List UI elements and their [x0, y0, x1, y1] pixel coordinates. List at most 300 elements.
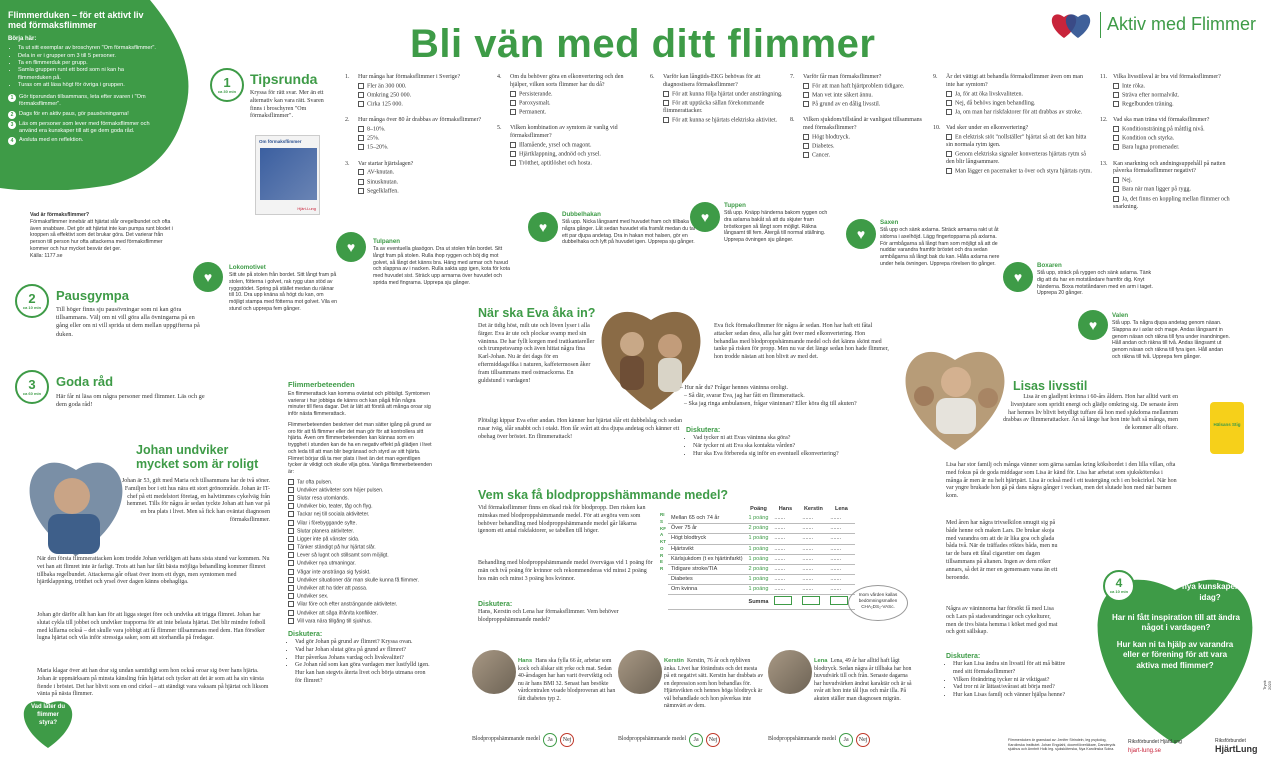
quiz-checkbox[interactable] — [358, 83, 364, 89]
behaviour-item[interactable] — [288, 528, 433, 536]
quiz-option[interactable] — [1113, 135, 1209, 143]
quiz-option[interactable] — [510, 91, 637, 99]
risk-input-cell[interactable]: ....... — [771, 554, 799, 564]
footer-credits: Flimmerduken är granskad av: Jenifer Strindeln, leg psykolog, Karolinska Institutet. Johan Engdahl, docent/överläkare, Danderyds sjukhus och Annbrit Holk leg. sjuksköterska, Nya Karolinska Solna. — [1008, 738, 1116, 752]
johan-p4: Maria klagar över att han drar sig undan samtidigt som hon också oroar sig över hans hjärta. Johan är uppmärksam på minsta känsling från hjärtat och tycker att det är som att ha sin värsta fiende i bröstet. Det har blivit som en ond cirkel – att ständigt vara vaksam på hjärtat och liksom vänta på nästa flimmer. — [37, 668, 269, 698]
quiz-checkbox[interactable] — [803, 134, 809, 140]
risk-points: 1 poäng — [746, 514, 772, 524]
quiz-number: 5. — [497, 125, 502, 132]
print-code: Tryck 2023 — [1262, 680, 1273, 690]
behaviour-checkbox[interactable] — [288, 601, 294, 607]
quiz-checkbox[interactable] — [1113, 101, 1119, 107]
risk-factor: Över 75 år — [668, 524, 746, 534]
quiz-text: Vad sker under en elkonvertering? — [946, 125, 1029, 132]
risk-input-cell[interactable]: ....... — [771, 524, 799, 534]
exercise — [229, 264, 339, 313]
risk-row — [668, 554, 855, 564]
quiz-option[interactable] — [803, 134, 930, 142]
quiz-number: 6. — [650, 74, 655, 80]
person-photo — [768, 650, 812, 694]
quiz-checkbox[interactable] — [1113, 186, 1119, 192]
risk-input-cell[interactable]: ....... — [827, 534, 855, 544]
quiz-checkbox[interactable] — [946, 109, 952, 115]
risk-col-header: Poäng — [750, 506, 767, 512]
person-name: Kerstin — [664, 658, 684, 664]
quiz-number: 2. — [345, 117, 350, 124]
behaviour-item[interactable] — [288, 503, 433, 511]
risk-row — [668, 585, 855, 595]
exercise-name: Saxen — [880, 219, 899, 226]
risk-input-cell[interactable]: ....... — [799, 564, 827, 574]
discussion-item: • Hur kan Lisas familj och vänner hjälpa henne? — [953, 692, 1076, 700]
choice-no[interactable]: Nej — [856, 733, 870, 747]
risk-input-cell[interactable]: ....... — [771, 574, 799, 584]
risk-row — [668, 544, 855, 554]
quiz-checkbox[interactable] — [358, 135, 364, 141]
behaviours-p1: En flimmerattack kan komma oväntat och plötsligt. Symtomen varierar i hur jobbiga de känns och kan pågå från några minuter till flera dagar. Det är lätt att förstå att många oroar sig inför nästa flimmerattack. — [288, 390, 431, 417]
exercise-text: Stå upp, sträck på ryggen och sänk axlarna. Tänk dig att du har en motståndare framför dig. Knyt händerna. Boxa motståndaren med en arm i taget. Upprepa 20 gånger. — [1037, 270, 1153, 297]
intro-start-item: • Ta ut sitt exemplar av broschyren "Om förmaksflimmer". — [18, 45, 158, 52]
intro-start-item: • Dela in er i grupper om 3 till 5 personer. — [18, 53, 158, 60]
quiz-column — [933, 74, 1093, 184]
quiz-option[interactable] — [510, 151, 637, 159]
quiz-option[interactable] — [1113, 101, 1221, 109]
quiz-option[interactable] — [1113, 177, 1240, 185]
discussion-item: • Vad tror ni är lättast/svårast att börja med? — [953, 684, 1076, 692]
behaviour-checkbox[interactable] — [288, 511, 294, 517]
quiz-checkbox[interactable] — [803, 143, 809, 149]
behaviour-checkbox[interactable] — [288, 528, 294, 534]
step-text: Läs om personer som lever med förmaksflimmer och använd era kunskaper till att ge dem goda råd. — [19, 120, 150, 134]
choice-label: Blodproppshämmande medel — [472, 736, 541, 743]
section2-number: 2 ca 10 min — [15, 284, 49, 318]
behaviour-checkbox[interactable] — [288, 610, 294, 616]
behaviour-text: Undviker nya utmaningar. — [297, 560, 356, 567]
exercise-text: Ta av eventuella glasögon. Dra ut stolen från bordet. Sitt långt fram på stolen. Rulla ihop ryggen och böj dig mot golvet, så långt det känns bra. Häng med armar och huvud och slappna av i nacken. Rulla sakta upp igen, kota för kota med huvudet sist. Sträck upp armarna över huvudet och sprida med fingrarna. Upprepa sju gånger. — [373, 246, 510, 286]
quiz-checkbox[interactable] — [803, 101, 809, 107]
lisa-p4: Några av väninnorna har försökt få med Lisa och Lars på stadsvandringar och cykelturer, men de tivs bästa hemma i köket med god mat och gott sällskap. — [946, 606, 1058, 636]
risk-input-cell[interactable]: ....... — [799, 534, 827, 544]
quiz-checkbox[interactable] — [663, 117, 669, 123]
behaviour-item[interactable] — [288, 560, 433, 568]
quiz-option-text: 15–20%. — [367, 144, 389, 151]
person-name: Lena — [814, 658, 828, 664]
quiz-option[interactable] — [803, 101, 904, 109]
quiz-option[interactable] — [1113, 92, 1221, 100]
risk-input-cell[interactable]: ....... — [827, 564, 855, 574]
quiz-column — [790, 74, 930, 168]
risk-input-cell[interactable]: ....... — [827, 585, 855, 595]
discussion-item: • Vilken förändring tycker ni är viktigast? — [953, 677, 1076, 685]
risk-input-cell[interactable]: ....... — [799, 574, 827, 584]
quiz-body — [358, 74, 460, 109]
quiz-option[interactable] — [358, 92, 460, 100]
behaviour-checkbox[interactable] — [288, 552, 294, 558]
hearts-logo-icon — [1050, 10, 1094, 40]
behaviour-checkbox[interactable] — [288, 585, 294, 591]
quiz-option[interactable] — [663, 91, 790, 99]
choice-yes[interactable]: Ja — [839, 733, 853, 747]
choice-no[interactable]: Nej — [706, 733, 720, 747]
risk-input-cell[interactable]: ....... — [771, 514, 799, 524]
eva-title: När ska Eva åka in? — [478, 306, 596, 320]
quiz-checkbox[interactable] — [358, 101, 364, 107]
choice-yes[interactable]: Ja — [689, 733, 703, 747]
health-path-badge: Hälsans Stig — [1210, 402, 1244, 454]
quiz-checkbox[interactable] — [358, 179, 364, 185]
brochure-cover — [255, 135, 320, 215]
person-photo — [618, 650, 662, 694]
quiz-option-text: Man lägger en pacemaker ta över och styra hjärtats rytm. — [955, 168, 1092, 175]
behaviour-item[interactable] — [288, 593, 433, 601]
risk-input-cell[interactable]: ....... — [771, 534, 799, 544]
quiz-option[interactable] — [1113, 83, 1221, 91]
step-text: Avsluta med en reflektion. — [19, 137, 84, 144]
quiz-number: 13. — [1100, 160, 1108, 167]
behaviour-item[interactable] — [288, 487, 433, 495]
quiz-checkbox[interactable] — [1113, 83, 1119, 89]
quiz-checkbox[interactable] — [1113, 92, 1119, 98]
quiz-option[interactable] — [803, 83, 904, 91]
risk-points: 2 poäng — [746, 524, 772, 534]
quiz-checkbox[interactable] — [510, 100, 516, 106]
quiz-option[interactable] — [803, 152, 930, 160]
behaviour-checkbox[interactable] — [288, 536, 294, 542]
quiz-column — [1100, 74, 1240, 220]
risk-factor: Högt blodtryck — [668, 534, 746, 544]
behaviour-item[interactable] — [288, 601, 433, 609]
choice-yes[interactable]: Ja — [543, 733, 557, 747]
person-photo — [472, 650, 516, 694]
quiz-option-text: Segelklaffen. — [367, 188, 399, 195]
quiz-option[interactable] — [358, 83, 460, 91]
boxer-icon: ♥ — [1003, 262, 1033, 292]
exercise-name: Lokomotivet — [229, 264, 266, 271]
quiz-question — [345, 161, 485, 196]
risk-input-cell[interactable]: ....... — [827, 554, 855, 564]
behaviour-item[interactable] — [288, 552, 433, 560]
step-number: 1 — [8, 94, 16, 102]
person-name: Hans — [518, 658, 533, 664]
quiz-text: Vilken kombination av symtom är vanlig vid förmaksflimmer? — [510, 125, 618, 139]
risk-input-cell[interactable]: ....... — [827, 574, 855, 584]
risk-points: 1 poäng — [746, 534, 772, 544]
quiz-body — [358, 117, 481, 152]
blood-p2: Behandling med blodproppshämmande medel övervägas vid 1 poäng för män och två poäng för kvinnor och rekommenderas vid minst 2 poäng hos män och minst 3 poäng hos kvinnor. — [478, 560, 653, 582]
quiz-question — [497, 125, 637, 168]
behaviour-text: Undviker aktiviteter som höjer pulsen. — [297, 487, 384, 494]
quiz-checkbox[interactable] — [946, 168, 952, 174]
quiz-checkbox[interactable] — [1113, 144, 1119, 150]
quiz-question — [1100, 117, 1240, 152]
quiz-number: 11. — [1100, 74, 1108, 80]
discussion-item: • Vad tycker ni att Evas väninna ska göra? — [693, 435, 886, 443]
quiz-option-text: För att man haft hjärtproblem tidigare. — [812, 83, 905, 90]
risk-input-cell[interactable]: ....... — [827, 544, 855, 554]
quiz-option-text: Man vet inte säkert ännu. — [812, 92, 873, 99]
risk-input-cell[interactable]: ....... — [799, 524, 827, 534]
quiz-option[interactable] — [946, 168, 1093, 176]
step-number: 2 — [8, 111, 16, 119]
quiz-checkbox[interactable] — [358, 126, 364, 132]
quiz-checkbox[interactable] — [510, 160, 516, 166]
quiz-checkbox[interactable] — [946, 100, 952, 106]
blood-discussion: Diskutera: Hans, Kerstin och Lena har förmaksflimmer. Vem behöver blodproppshämmande medel? — [478, 601, 619, 623]
quiz-checkbox[interactable] — [358, 188, 364, 194]
behaviour-checkbox[interactable] — [288, 503, 294, 509]
quiz-checkbox[interactable] — [803, 83, 809, 89]
quiz-checkbox[interactable] — [946, 91, 952, 97]
quiz-checkbox[interactable] — [946, 151, 952, 157]
quiz-option-text: Högt blodtryck. — [812, 134, 850, 141]
johan-p1: Johan är 53, gift med Maria och tillsammans har de två söner. Familjen bor i ett hus nära ett stort grönområde. Johan är IT-chef på ett medelstort företag, en halvtimmes cykelväg från hemmet. Tills för några år sedan tyckte Johan att han var på en bra plats i livet. Men så fick han oväntat diagnosen förmaksflimmer. — [121, 478, 270, 523]
quiz-option[interactable] — [510, 142, 637, 150]
quiz-option-text: Persisterande. — [519, 90, 553, 97]
risk-row — [668, 524, 855, 534]
risk-col-header: Hans — [778, 506, 793, 512]
behaviour-text: Slutar resa utomlands. — [297, 495, 349, 502]
behaviour-text: Ligger inte på vänster sida. — [297, 536, 360, 543]
quiz-option-text: Ja, det finns en koppling mellan flimmer och snarkning. — [1113, 195, 1230, 210]
quiz-option[interactable] — [946, 134, 1093, 150]
quiz-option[interactable] — [358, 135, 481, 143]
behaviour-checkbox[interactable] — [288, 544, 294, 550]
risk-input-cell[interactable]: ....... — [771, 564, 799, 574]
quiz-option[interactable] — [946, 109, 1093, 117]
risk-input-cell[interactable]: ....... — [799, 544, 827, 554]
quiz-option-text: För att upptäcka sällan förekommande flimmerattacker. — [663, 100, 765, 114]
behaviour-item[interactable] — [288, 520, 433, 528]
behaviour-item[interactable] — [288, 577, 433, 585]
behaviour-checkbox[interactable] — [288, 520, 294, 526]
quiz-number: 7. — [790, 74, 795, 80]
quiz-option[interactable] — [358, 101, 460, 109]
quiz-option-text: Omkring 250 000. — [367, 92, 412, 99]
exercise — [880, 219, 1000, 268]
behaviour-item[interactable] — [288, 585, 433, 593]
quiz-checkbox[interactable] — [1113, 135, 1119, 141]
rooster-icon: ♥ — [690, 202, 720, 232]
quiz-option[interactable] — [358, 179, 413, 187]
exercise-text: Sitt ute på stolen från bordet. Sitt långt fram på stolen, fötterna i golvet, rak rygg utan stöd av ryggstödet. Spring på stället medan du räknar till 10. Dra upp knäna så högt du kan, om möjligt stampa med fötterna mot golvet. Vila en stund och upprepa fem gånger. — [229, 272, 338, 312]
behaviour-item[interactable] — [288, 495, 433, 503]
brand-name: Aktiv med Flimmer — [1107, 14, 1257, 35]
quiz-checkbox[interactable] — [510, 151, 516, 157]
quiz-text: Vilka livsstilsval är bra vid förmaksflimmer? — [1113, 74, 1221, 80]
risk-points: 2 poäng — [746, 564, 772, 574]
quiz-number: 3. — [345, 160, 350, 167]
risk-input-cell[interactable]: ....... — [771, 544, 799, 554]
behaviour-item[interactable] — [288, 511, 433, 519]
quiz-body — [946, 74, 1093, 117]
risk-col-empty — [668, 505, 746, 514]
quiz-option-text: 8–10%. — [367, 126, 386, 133]
risk-sum-cell[interactable] — [799, 595, 827, 610]
behaviours-title: Flimmerbeteenden — [288, 380, 355, 389]
risk-input-cell[interactable]: ....... — [799, 514, 827, 524]
intro-start-item: • Turas om att läsa högt för övriga i gruppen. — [18, 82, 158, 89]
quiz-question — [933, 74, 1093, 117]
quiz-option-text: På grund av en dålig livsstil. — [812, 101, 881, 108]
quiz-option-text: För att kunna se hjärtats elektriska aktivitet. — [672, 117, 778, 124]
risk-note: Inom vården kallas bedömningsmallen CHA₂DS₂-VASc. — [848, 585, 908, 621]
quiz-question — [1100, 74, 1240, 109]
intro-step-item — [8, 94, 158, 109]
quiz-body — [1113, 74, 1221, 109]
behaviour-checkbox[interactable] — [288, 593, 294, 599]
risk-factor: Mellan 65 och 74 år — [668, 514, 746, 524]
quiz-checkbox[interactable] — [358, 169, 364, 175]
risk-sum-label: Summa — [746, 595, 772, 610]
quiz-column — [650, 74, 790, 133]
quiz-text: Hur många över 80 år drabbas av förmaksflimmer? — [358, 117, 482, 124]
eva-p2: Plötsligt kippar Eva efter andan. Hon känner hur hjärtat slår ett dubbelslag och sedan rusar iväg, slår snabbt och i otakt. Hon får svårt att dra djupa andetag och känner ett obehag över bröstet. En flimmerattack! — [478, 418, 682, 440]
lisa-p2: Lisa har stor familj och många vänner som gärna samlas kring köksbordet i den lilla villan, ofta med fokus på de goda middagar som Lisa är känd för. Lisa har arbetat som sjuksköterska i många år men är nu helt hjärtpärt. Lisa är också med i ett teatergäng och i en bokcirkel. När hon var yngre brukade hon gå på dans några gånger i veckan, men det slutade hon med när barnen kom. — [946, 462, 1177, 500]
behaviours-p2: Flimmerbeteenden beskriver det man sätter igång på grund av oro för att få flimmer eller det man gör för att kontrollera sitt hjärta. Även om flimmerbeteenden kan kännas som en trygghet i stunden kan de ha en negativ effekt på glädjen i livet och leda till att man blir begränsad och styrd av sitt hjärta. Flimret börjar då ta mer plats i livet än det man egentligen tycker är viktigt och skulle vilja göra. Vanliga flimmerbeteenden är: — [288, 421, 433, 475]
quiz-option[interactable] — [510, 109, 637, 117]
behaviour-checkbox[interactable] — [288, 495, 294, 501]
person-text: Hans ska fylla 66 år, arbetar som kock och älskar sitt yrke och mat. Sedan 40-årsdagen har han varit överviktig och nu är hans BMI 32. Senast han besökte vårdcentralen visade blodproveran att han fått diabetes typ 2. — [518, 658, 616, 702]
quiz-option[interactable] — [1113, 126, 1209, 134]
behaviour-checkbox[interactable] — [288, 569, 294, 575]
behaviours-disk-list — [288, 639, 433, 686]
behaviour-text: Slutar planera aktiviteter. — [297, 528, 355, 535]
behaviour-text: Vilar i förebyggande syfte. — [297, 519, 357, 526]
quiz-option[interactable] — [358, 169, 413, 177]
quiz-option[interactable] — [358, 188, 413, 196]
section4-q1: Har ni fått några nya kunskaper idag? — [1179, 572, 1241, 602]
step-number: 4 — [8, 137, 16, 145]
risk-points: 1 poäng — [746, 574, 772, 584]
quiz-option[interactable] — [1113, 186, 1240, 194]
side-note-text: Förmaksflimmer innebär att hjärtat slår oregelbundet och ofta även snabbare. Det gör att hjärtat inte kan pumpa runt blodet i kroppen så effektivt som det brukar göra. Det varierar från person till person hur ofta attackerna med förmaksflimmer kommer och hur mycket besvär det ger. — [30, 218, 173, 252]
quiz-option-text: Hjärtklappning, andnöd och yrsel. — [519, 151, 601, 158]
behaviour-item[interactable] — [288, 544, 433, 552]
brochure-photo — [260, 148, 317, 200]
behaviour-item[interactable] — [288, 479, 433, 487]
risk-row — [668, 574, 855, 584]
quiz-option[interactable] — [510, 100, 637, 108]
risk-input-cell[interactable]: ....... — [827, 514, 855, 524]
side-note-title: Vad är förmaksflimmer? — [30, 212, 90, 218]
quiz-column — [345, 74, 485, 204]
quiz-option[interactable] — [946, 151, 1093, 167]
quiz-option[interactable] — [663, 100, 790, 116]
quiz-option[interactable] — [1113, 144, 1209, 152]
behaviour-checkbox[interactable] — [288, 487, 294, 493]
risk-row — [668, 514, 855, 524]
intro-step-item — [8, 121, 158, 136]
quiz-option-text: Ja, om man har riskfaktorer för att drabbas av stroke. — [955, 109, 1083, 116]
quiz-option[interactable] — [946, 100, 1093, 108]
quiz-text: Om du behöver göra en elkonvertering och den hjälper, vilken sorts flimmer har du då? — [510, 74, 624, 88]
risk-input-cell[interactable]: ....... — [799, 585, 827, 595]
johan-title: Johan undviker mycket som är roligt — [136, 443, 259, 472]
risk-factor: Hjärtsvikt — [668, 544, 746, 554]
behaviour-text: Tänker ständigt på hur hjärtat slår. — [297, 544, 376, 551]
quiz-option-text: Ja, för att öka livskvaliteten. — [955, 90, 1023, 97]
quiz-checkbox[interactable] — [1113, 196, 1119, 202]
quiz-checkbox[interactable] — [510, 142, 516, 148]
quiz-option[interactable] — [946, 91, 1093, 99]
quiz-checkbox[interactable] — [803, 152, 809, 158]
quiz-option-text: Sinusknutan. — [367, 178, 399, 185]
exercise-text: Stå upp och sänk axlarna. Sträck armarna rakt ut åt sidorna i axelhöjd. Lägg fingertopparna på axlarna. För armbågarna så långt fram som möjligt så att de nuddar varandra framför bröstet och dra sedan armbågarna så långt bak du kan. Hålla axlarna nere under hela övningen. Upprepa rörelsen tio gånger. — [880, 227, 1000, 267]
risk-input-cell[interactable]: ....... — [799, 554, 827, 564]
section4-heart: 4 ca 10 min Har ni fått några nya kunskaper idag? Har ni fått inspiration till att ändra något i vardagen? Hur kan ni ta hjälp av varandra eller er förening för att vara aktiva med flimmer? — [1075, 548, 1275, 748]
lisa-title: Lisas livsstil — [1013, 379, 1088, 393]
eva-p1: Det är tidig höst, milt ute och löven lyser i alla färger. Eva är ute och plockar svamp med sin väninna. De har fyllt korgen med trattkantareller och trumpetsvamp och även hittat några fina Karl-Johan. Nu är det dags för en eftermiddagsfika i naturen, kaffetermosen åker fram tillsammans med ostmackorna. En guldstund i vardagen! — [478, 323, 595, 384]
brochure-brand: Hjärt-Lung — [297, 205, 316, 211]
quiz-text: Hur många har förmaksflimmer i Sverige? — [358, 74, 461, 80]
behaviour-text: Vill vara nära tillgång till sjukhus. — [297, 618, 372, 625]
quiz-checkbox[interactable] — [510, 91, 516, 97]
quiz-option[interactable] — [803, 143, 930, 151]
behaviour-checkbox[interactable] — [288, 479, 294, 485]
quiz-checkbox[interactable] — [663, 100, 669, 106]
quiz-option[interactable] — [1113, 196, 1240, 212]
exercise — [562, 211, 702, 246]
side-note-ref: Källa: 1177.se — [30, 252, 63, 259]
quiz-checkbox[interactable] — [358, 92, 364, 98]
quiz-checkbox[interactable] — [510, 109, 516, 115]
behaviour-text: Undviker att ha tider att passa. — [297, 585, 368, 592]
person-text: Lena, 49 år har alltid haft lågt blodtryck. Sedan några år tillbaka har hon huvudvärk till och från. Senaste dagarna har huvudvärken ändrat karaktär och är så svår att hon inte tål ljus och mår illa. På akuten ställer man diagnosen migrän. — [814, 658, 912, 702]
quiz-question — [650, 74, 790, 125]
behaviours — [288, 380, 433, 686]
behaviour-checkbox[interactable] — [288, 560, 294, 566]
quiz-option[interactable] — [803, 92, 904, 100]
behaviour-text: Undviker sex. — [297, 593, 329, 600]
behaviour-checkbox[interactable] — [288, 618, 294, 624]
whale-icon: ♥ — [1078, 310, 1108, 340]
risk-input-cell[interactable]: ....... — [827, 524, 855, 534]
quiz-option-text: Cancer. — [812, 152, 831, 159]
quiz-option[interactable] — [663, 117, 790, 125]
risk-points: 1 poäng — [746, 544, 772, 554]
behaviour-checkbox[interactable] — [288, 577, 294, 583]
risk-sum-cell[interactable] — [771, 595, 799, 610]
quiz-checkbox[interactable] — [1113, 177, 1119, 183]
discussion-item: • Hur ska Eva förbereda sig inför en eventuell elkonvertering? — [693, 451, 886, 459]
exercise-name: Boxaren — [1037, 262, 1062, 269]
quiz-checkbox[interactable] — [358, 144, 364, 150]
quiz-checkbox[interactable] — [803, 92, 809, 98]
quiz-checkbox[interactable] — [946, 134, 952, 140]
behaviour-item[interactable] — [288, 536, 433, 544]
risk-input-cell[interactable]: ....... — [771, 585, 799, 595]
quiz-question — [345, 117, 485, 152]
exercise — [373, 238, 513, 287]
quiz-option[interactable] — [358, 144, 481, 152]
quiz-question — [497, 74, 637, 117]
intro-step-item — [8, 137, 158, 145]
behaviour-item[interactable] — [288, 618, 433, 626]
eva-dialog: – Hur når du? Frågar hennes väninna oroligt. – Så där, svarar Eva, jag har fått en flimmerattack. – Ska jag ringa ambulansen, frågar väninnan? Eller köra dig till akuten? — [680, 385, 857, 407]
quiz-option[interactable] — [358, 126, 481, 134]
exercise-text: Stå upp. Knäpp händerna bakom ryggen och dra axlarna bakåt så att du skjuter fram bröstkorgen så långt som möjligt. Räkna långsamt till fem. Återgå till normal ställning. Upprepa övningen sju gånger. — [724, 210, 828, 244]
behaviour-item[interactable] — [288, 569, 433, 577]
behaviour-text: Lever så lugnt och stillsamt som möjligt. — [297, 552, 389, 559]
quiz-body — [663, 74, 790, 125]
quiz-checkbox[interactable] — [1113, 126, 1119, 132]
behaviour-item[interactable] — [288, 610, 433, 618]
behaviour-text: Vilar före och efter ansträngande aktiviteter. — [297, 601, 398, 608]
quiz-checkbox[interactable] — [663, 91, 669, 97]
quiz-option-text: Paroxysmalt. — [519, 100, 551, 107]
choice-no[interactable]: Nej — [560, 733, 574, 747]
quiz-option[interactable] — [510, 160, 637, 168]
